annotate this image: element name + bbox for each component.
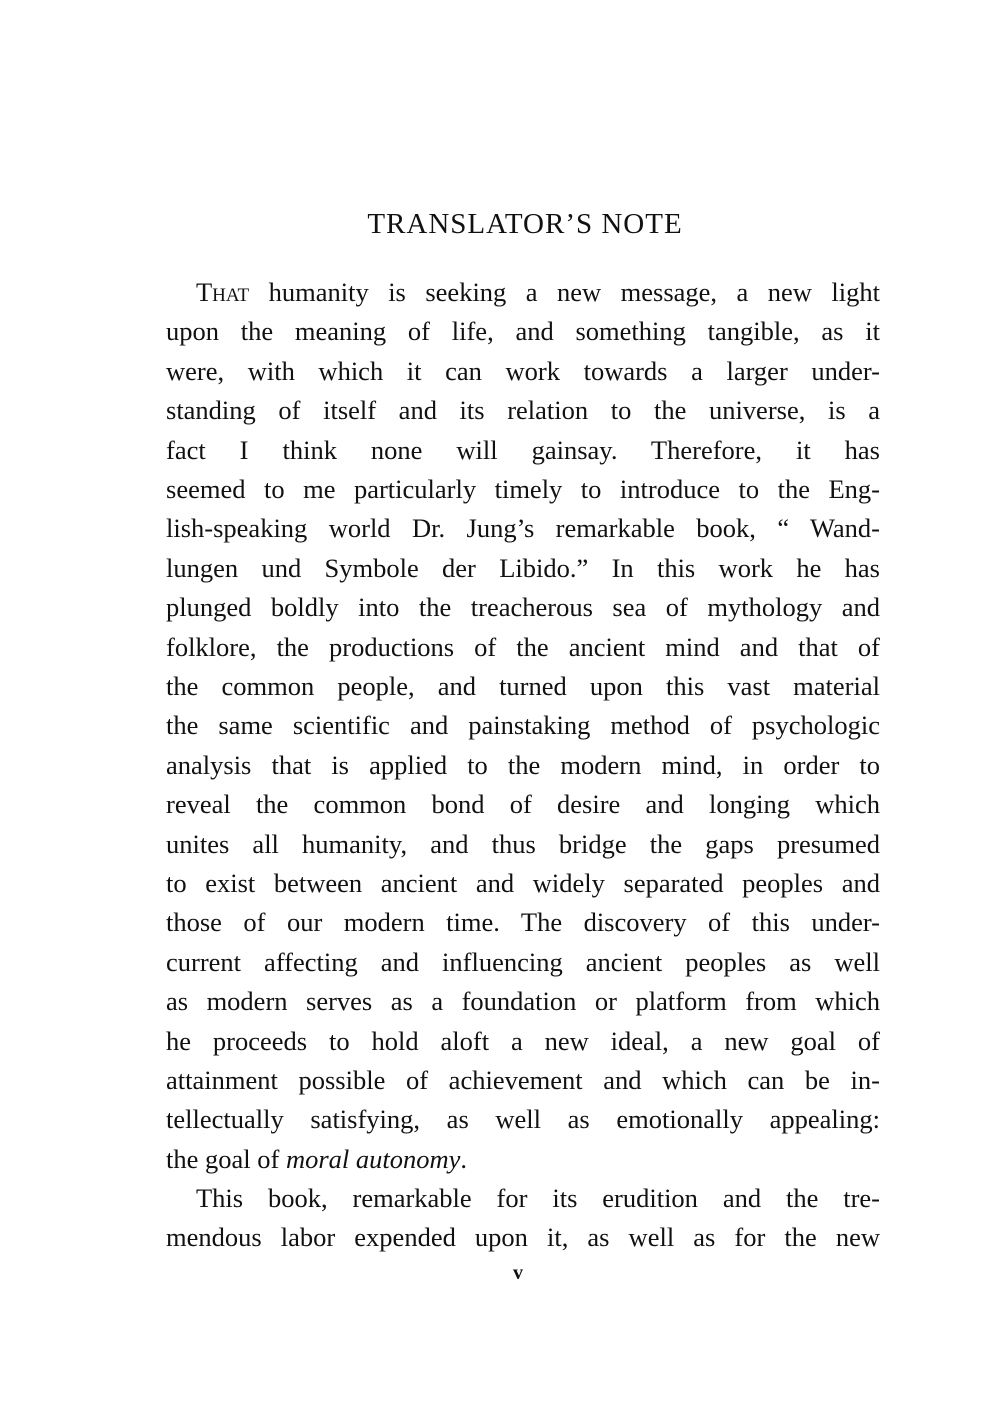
- text-line: those of our modern time. The discovery of this under-: [166, 907, 880, 937]
- text-line: unites all humanity, and thus bridge the gaps presumed: [166, 829, 880, 859]
- text-line-rest: humanity is seeking a new message, a new light: [249, 277, 880, 307]
- text-line-suffix: .: [460, 1144, 468, 1174]
- text-line: the same scientific and painstaking method of psychologic: [166, 710, 880, 740]
- text-line: mendous labor expended upon it, as well as for the new: [166, 1222, 880, 1252]
- text-line: This book, remarkable for its erudition and the tre-: [196, 1183, 880, 1213]
- text-line: standing of itself and its relation to the universe, is a: [166, 395, 880, 425]
- text-line: folklore, the productions of the ancient mind and that of: [166, 632, 880, 662]
- text-line: were, with which it can work towards a larger under-: [166, 356, 880, 386]
- text-line: to exist between ancient and widely separated peoples and: [166, 868, 880, 898]
- text-line: seemed to me particularly timely to introduce to the Eng-: [166, 474, 880, 504]
- text-line: he proceeds to hold aloft a new ideal, a new goal of: [166, 1026, 880, 1056]
- text-line: plunged boldly into the treacherous sea of mythology and: [166, 592, 880, 622]
- text-line: upon the meaning of life, and something tangible, as it: [166, 316, 880, 346]
- emphasis-text: moral autonomy: [285, 1144, 461, 1174]
- text-line-prefix: the goal of: [166, 1144, 286, 1174]
- text-line: fact I think none will gainsay. Therefore, it has: [166, 435, 880, 465]
- text-line: lungen und Symbole der Libido.” In this work he has: [166, 553, 880, 583]
- text-line: analysis that is applied to the modern mind, in order to: [166, 750, 880, 780]
- text-line: as modern serves as a foundation or platform from which: [166, 986, 880, 1016]
- text-line: [196, 272, 880, 312]
- text-line: lish-speaking world Dr. Jung’s remarkable book, “ Wand-: [166, 513, 880, 543]
- page-number: v: [513, 1262, 523, 1284]
- page-title: TRANSLATOR’S NOTE: [367, 208, 683, 240]
- text-line: current affecting and influencing ancient peoples as well: [166, 947, 880, 977]
- text-line: reveal the common bond of desire and longing which: [166, 789, 880, 819]
- text-line: [166, 1139, 880, 1179]
- text-line: the common people, and turned upon this vast material: [166, 671, 880, 701]
- text-line: tellectually satisfying, as well as emotionally appealing:: [166, 1104, 880, 1134]
- drop-word: That: [196, 277, 250, 307]
- text-line: attainment possible of achievement and which can be in-: [166, 1065, 880, 1095]
